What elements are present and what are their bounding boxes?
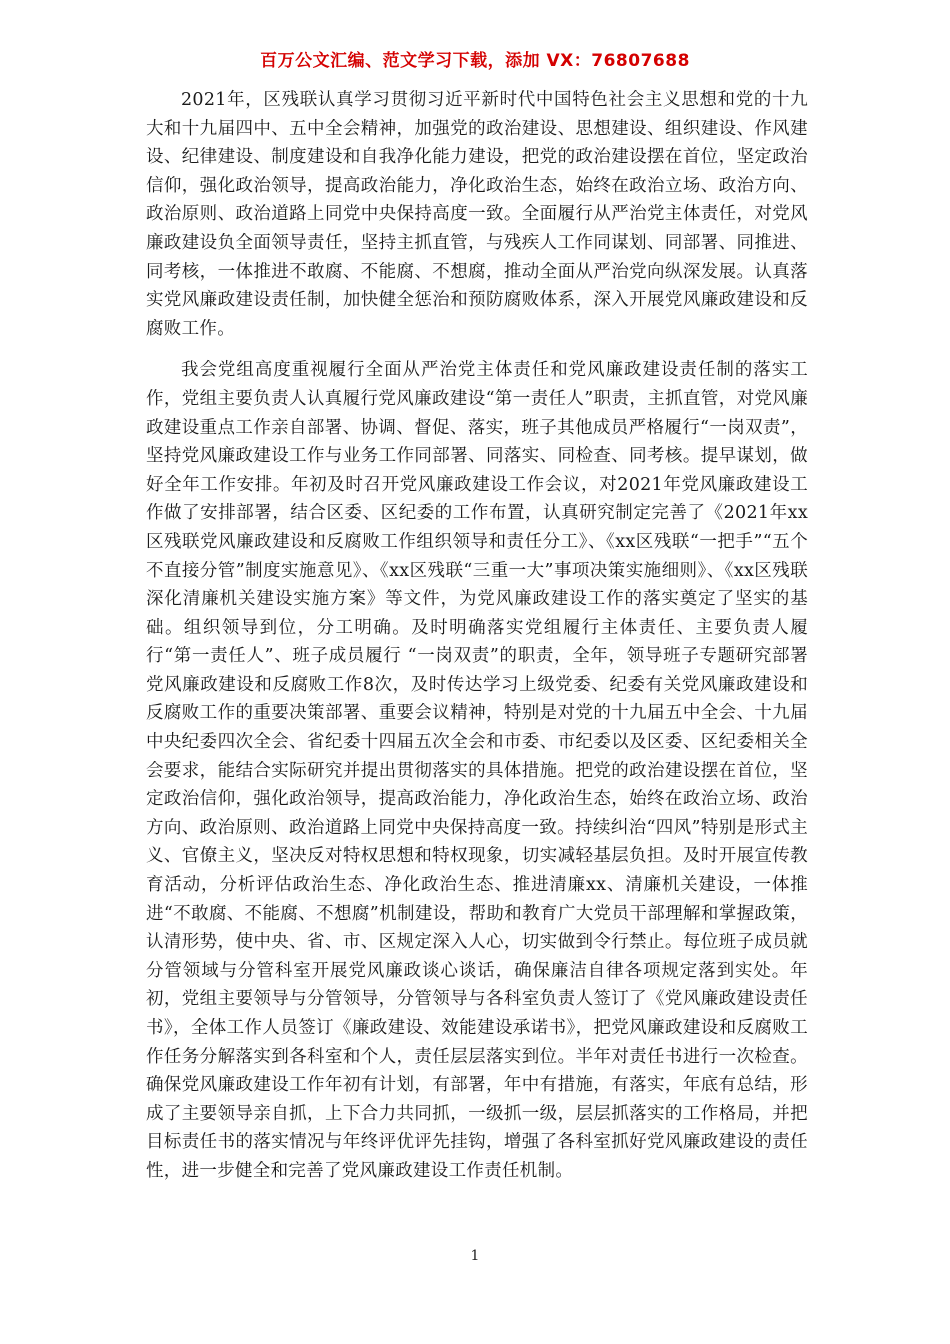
document-body — [146, 86, 808, 1199]
header-banner: 百万公文汇编、范文学习下载，添加 VX：76807688 — [260, 51, 690, 71]
body-paragraph-2: 我会党组高度重视履行全面从严治党主体责任和党风廉政建设责任制的落实工作，党组主要负责人认真履行党风廉政建设“第一责任人”职责，主抓直管，对党风廉政建设重点工作亲自部署、协调、督促、落实，班子其他成员严格履行“一岗双责”，坚持党风廉政建设工作与业务工作同部署、同落实、同检查、同考核。提早谋划，做好全年工作安排。年初及时召开党风廉政建设工作会议，对2021年党风廉政建设工作做了安排部署，结合区委、区纪委的工作布置，认真研究制定完善了《2021年xx区残联党风廉政建设和反腐败工作组织领导和责任分工》、《xx区残联“一把手”“五个不直接分管”制度实施意见》、《xx区残联“三重一大”事项决策实施细则》、《xx区残联深化清廉机关建设实施方案》等文件，为党风廉政建设工作的落实奠定了坚实的基础。组织领导到位，分工明确。及时明确落实党组履行主体责任、主要负责人履行“第一责任人”、班子成员履行 “一岗双责”的职责，全年，领导班子专题研究部署党风廉政建设和反腐败工作8次，及时传达学习上级党委、纪委有关党风廉政建设和反腐败工作的重要决策部署、重要会议精神，特别是对党的十九届五中全会、十九届中央纪委四次全会、省纪委十四届五次全会和市委、市纪委以及区委、区纪委相关全会要求，能结合实际研究并提出贯彻落实的具体措施。把党的政治建设摆在首位，坚定政治信仰，强化政治领导，提高政治能力，净化政治生态，始终在政治立场、政治方向、政治原则、政治道路上同党中央保持高度一致。持续纠治“四风”特别是形式主义、官僚主义，坚决反对特权思想和特权现象，切实减轻基层负担。及时开展宣传教育活动，分析评估政治生态、净化政治生态、推进清廉xx、清廉机关建设，一体推进“不敢腐、不能腐、不想腐”机制建设，帮助和教育广大党员干部理解和掌握政策，认清形势，使中央、省、市、区规定深入人心，切实做到令行禁止。每位班子成员就分管领域与分管科室开展党风廉政谈心谈话，确保廉洁自律各项规定落到实处。年初，党组主要领导与分管领导，分管领导与各科室负责人签订了《党风廉政建设责任书》，全体工作人员签订《廉政建设、效能建设承诺书》，把党风廉政建设和反腐败工作任务分解落实到各科室和个人，责任层层落实到位。半年对责任书进行一次检查。确保党风廉政建设工作年初有计划，有部署，年中有措施，有落实，年底有总结，形成了主要领导亲自抓，上下合力共同抓，一级抓一级，层层抓落实的工作格局，并把目标责任书的落实情况与年终评优评先挂钩，增强了各科室抓好党风廉政建设的责任性，进一步健全和完善了党风廉政建设工作责任机制。 — [146, 360, 808, 1181]
body-paragraph-1: 2021年，区残联认真学习贯彻习近平新时代中国特色社会主义思想和党的十九大和十九届四中、五中全会精神，加强党的政治建设、思想建设、组织建设、作风建设、纪律建设、制度建设和自我净化能力建设，把党的政治建设摆在首位，坚定政治信仰，强化政治领导，提高政治能力，净化政治生态，始终在政治立场、政治方向、政治原则、政治道路上同党中央保持高度一致。全面履行从严治党主体责任，对党风廉政建设负全面领导责任，坚持主抓直管，与残疾人工作同谋划、同部署、同推进、同考核，一体推进不敢腐、不能腐、不想腐，推动全面从严治党向纵深发展。认真落实党风廉政建设责任制，加快健全惩治和预防腐败体系，深入开展党风廉政建设和反腐败工作。 — [146, 90, 808, 339]
page-number: 1 — [470, 1248, 480, 1264]
